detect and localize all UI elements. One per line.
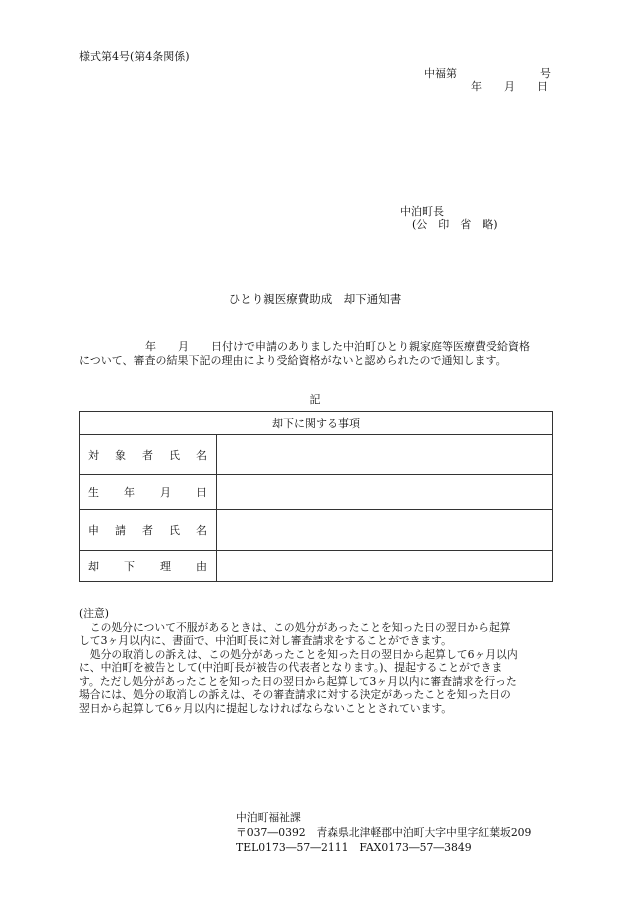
table-row	[80, 510, 553, 551]
department-phone-fax: TEL0173―57―2111 FAX0173―57―3849	[236, 841, 472, 854]
value-rejection-reason	[217, 551, 553, 582]
notes-heading: (注意)	[79, 607, 110, 620]
value-applicant-name	[217, 510, 553, 551]
department-name: 中泊町福祉課	[236, 811, 301, 824]
label-applicant-name: 申請者氏名	[80, 510, 217, 551]
table-row	[80, 435, 553, 475]
table-row	[80, 475, 553, 510]
value-subject-name	[217, 435, 553, 475]
label-rejection-reason: 却下理由	[80, 551, 217, 582]
notice-body	[79, 340, 553, 368]
ki-heading: 記	[309, 393, 321, 406]
table-header: 却下に関する事項	[80, 412, 553, 435]
notes-line: 処分の取消しの訴えは、この処分があったことを知った日の翌日から起算して6ヶ月以内	[79, 647, 518, 661]
value-birth-date	[217, 475, 553, 510]
seal-omitted-note: (公 印 省 略)	[412, 218, 498, 231]
notes-line: して3ヶ月以内に、書面で、中泊町長に対し審査請求をすることができます。	[79, 634, 452, 647]
notes-line: す。ただし処分があったことを知った日の翌日から起算して3ヶ月以内に審査請求を行った	[79, 674, 517, 688]
form-number: 様式第4号(第4条関係)	[79, 50, 190, 63]
label-birth-date: 生年月日	[80, 475, 217, 510]
notes-line: 場合には、処分の取消しの訴えは、その審査請求に対する決定があったことを知った日の	[79, 688, 511, 701]
notice-body-line: 年 月 日付けで申請のありました中泊町ひとり親家庭等医療費受給資格	[79, 340, 530, 353]
issuer-name: 中泊町長	[400, 205, 444, 218]
document-number-prefix: 中福第	[424, 67, 457, 80]
label-subject-name: 対象者氏名	[80, 435, 217, 475]
contact-footer	[236, 810, 531, 855]
issue-date: 年 月 日	[471, 80, 548, 93]
document-number-suffix: 号	[540, 67, 551, 80]
notes-line: 翌日から起算して6ヶ月以内に提起しなければならないこととされています。	[79, 701, 453, 715]
rejection-details-table	[79, 411, 553, 582]
table-row	[80, 551, 553, 582]
notes-section	[79, 607, 553, 715]
document-number	[424, 67, 551, 81]
document-title: ひとり親医療費助成 却下通知書	[228, 292, 402, 306]
notice-body-line: について、審査の結果下記の理由により受給資格がないと認められたので通知します。	[79, 354, 507, 367]
department-address: 〒037―0392 青森県北津軽郡中泊町大字中里字紅葉坂209	[236, 826, 532, 839]
notes-line: に、中泊町を被告として(中泊町長が被告の代表者となります。)、提起することができま	[79, 661, 503, 674]
notes-line: この処分について不服があるときは、この処分があったことを知った日の翌日から起算	[79, 620, 511, 634]
